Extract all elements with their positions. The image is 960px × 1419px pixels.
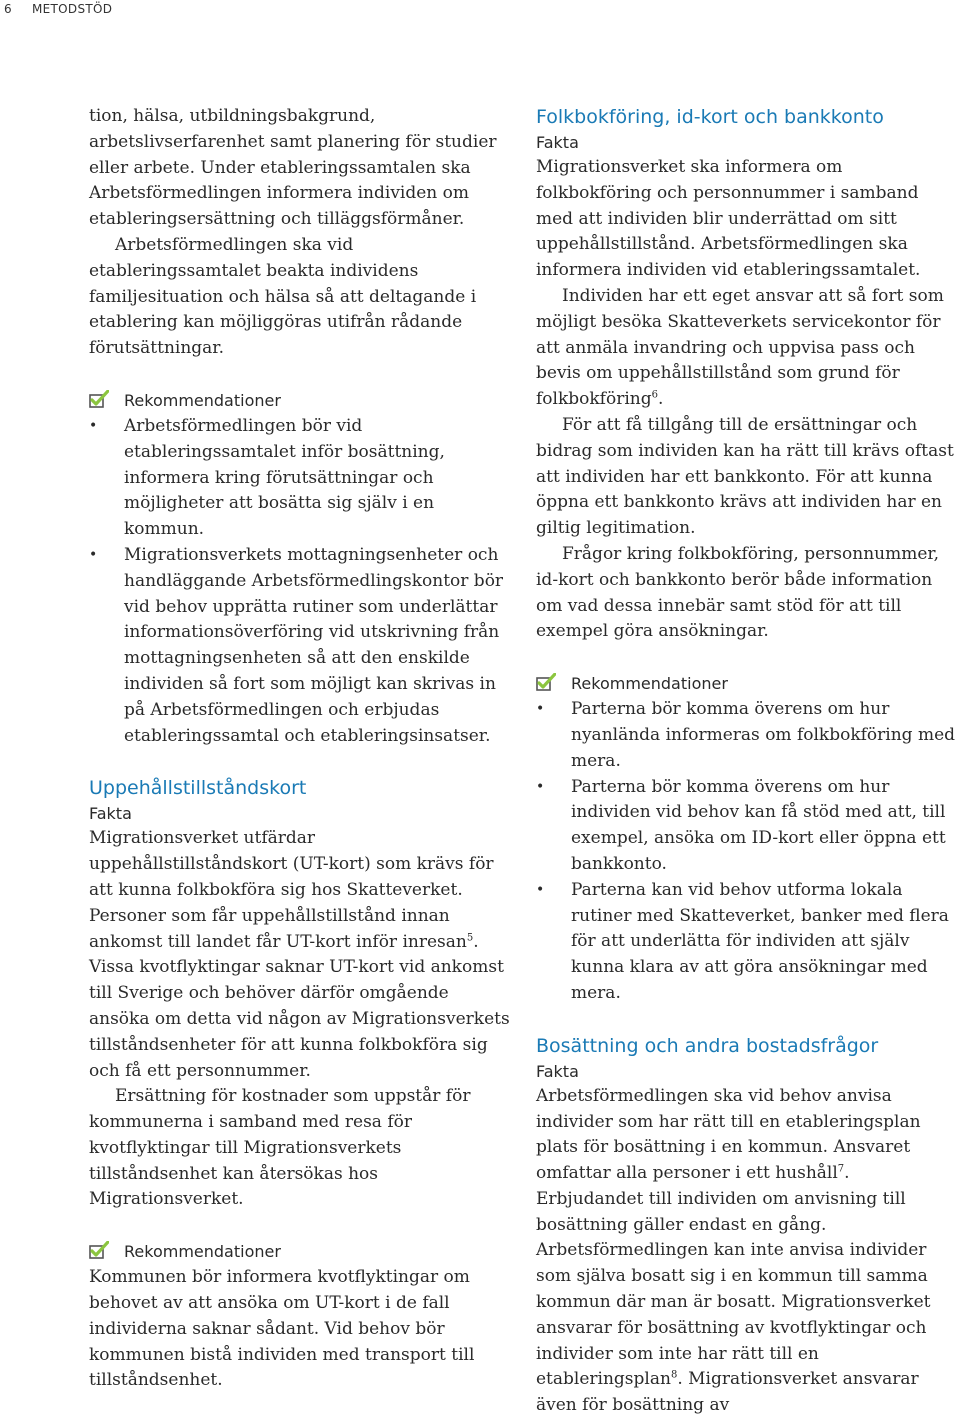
paragraph: Arbetsförmedlingen ska vid behov anvisa individer som har rätt till en etableringsplan plats för bosättning i en kommun. Ansvaret omfattar alla personer i ett hushåll$^7$. Erbjudandet till individen om anvisning till bosättning gäller endast en gång. Arbetsförmedlingen kan inte anvisa individer som själva bosatt sig i en kommun till samma kommun där man är bosatt. Migrationsverket ansvarar för bosättning av kvotflyktingar och individer som inte har rätt till en etableringsplan$^8$. Migrationsverket ansvarar även för bosättning av <box>536 1085 931 1416</box>
paragraph: tion, hälsa, utbildningsbakgrund, arbetslivserfarenhet samt planering för studier eller arbete. Under etableringssamtalen ska Arbetsförmedlingen informera individen om etableringsersättning och tilläggsförmåner. <box>89 106 497 230</box>
list-item: • Migrationsverkets mottagningsenheter och handläggande Arbetsförmedlingskontor bör vid behov upprätta rutiner som underlättar informationsöverföring vid utskrivning från mottagningsenheten så att den enskilde individen så fort som möjligt kan skrivas in på Arbetsförmedlingen och erbjudas etableringssamtal och etableringsinsatser. <box>89 543 511 749</box>
left-column <box>89 104 511 1394</box>
fakta-label: Fakta <box>536 133 579 152</box>
checkbox-check-icon <box>89 1241 109 1259</box>
recommendations-list <box>89 414 511 749</box>
section-heading-folkbokforing: Folkbokföring, id-kort och bankkonto <box>536 106 884 128</box>
checkbox-check-icon <box>536 673 556 691</box>
recommendations-label: Rekommendationer <box>124 1242 281 1262</box>
fakta-label: Fakta <box>89 804 132 824</box>
running-header <box>0 0 960 20</box>
paragraph: Kommunen bör informera kvotflyktingar om behovet av att ansöka om UT-kort i de fall individerna saknar sådant. Vid behov bör kommunen bistå individen med transport till tillståndsenhet. <box>89 1267 475 1391</box>
list-item: • Arbetsförmedlingen bör vid etableringssamtalet inför bosättning, informera kring förutsättningar och möjligheter att bosätta sig själv i en kommun. <box>89 414 511 543</box>
paragraph: För att få tillgång till de ersättningar och bidrag som individen kan ha rätt till krävs oftast att individen har ett bankkonto. För att kunna öppna ett bankkonto krävs att individen har en giltig legitimation. <box>536 414 954 539</box>
paragraph: Individen har ett eget ansvar att så fort som möjligt besöka Skatteverkets servicekontor för att anmäla invandring och uppvisa pass och bevis om uppehållstillstånd som grund för folkbokföring$^6$. <box>536 285 944 410</box>
footnote-ref: 7 <box>837 1163 845 1175</box>
checkbox-check-icon <box>89 390 109 408</box>
paragraph: Migrationsverket utfärdar uppehållstillståndskort (UT-kort) som krävs för att kunna folkbokföra sig hos Skatteverket. Personer som får uppehållstillstånd innan ankomst till landet får UT-kort inför inresan$^5$. Vissa kvotflyktingar saknar UT-kort vid ankomst till Sverige och behöver därför omgående ansöka om detta vid någon av Migrationsverkets tillståndsenheter för att kunna folkbokföra sig och få ett personnummer. <box>89 828 510 1081</box>
recommendations-label: Rekommendationer <box>571 674 728 694</box>
right-column <box>536 104 960 1419</box>
recommendations-list <box>536 697 960 1007</box>
list-item: • Parterna bör komma överens om hur nyanlända informeras om folkbokföring med mera. <box>536 697 960 774</box>
list-item: • Parterna bör komma överens om hur individen vid behov kan få stöd med att, till exempel, ansöka om ID-kort eller öppna ett bankkonto. <box>536 775 960 878</box>
fakta-label: Fakta <box>536 1061 579 1081</box>
recommendations-heading <box>89 1239 511 1265</box>
footnote-ref: 8 <box>670 1369 678 1381</box>
section-title: METODSTÖD <box>32 2 113 16</box>
paragraph: Frågor kring folkbokföring, personnummer, id-kort och bankkonto berör både information om vad dessa innebär samt stöd för att till exempel göra ansökningar. <box>536 543 940 642</box>
footnote-ref: 6 <box>651 389 658 401</box>
recommendations-heading <box>536 671 960 697</box>
paragraph: Arbetsförmedlingen ska vid etableringssamtalet beakta individens familjesituation och hälsa så att deltagande i etablering kan möjliggöras utifrån rådande förutsättningar. <box>89 234 477 359</box>
recommendations-heading <box>89 388 511 414</box>
recommendations-label: Rekommendationer <box>124 390 281 410</box>
paragraph: Ersättning för kostnader som uppstår för kommunerna i samband med resa för kvotflyktingar till Migrationsverkets tillståndsenhet kan återsökas hos Migrationsverket. <box>89 1086 471 1210</box>
paragraph: Migrationsverket ska informera om folkbokföring och personnummer i samband med att individen blir underrättad om sitt uppehållstillstånd. Arbetsförmedlingen ska informera individen vid etableringssamtalet. <box>536 157 921 281</box>
page-number: 6 <box>4 2 12 16</box>
section-heading-bosattning: Bosättning och andra bostadsfrågor <box>536 1034 879 1057</box>
footnote-ref: 5 <box>466 931 474 943</box>
list-item: • Parterna kan vid behov utforma lokala rutiner med Skatteverket, banker med flera för att underlätta för individen att själv kunna klara av att göra ansökningar med mera. <box>536 878 960 1007</box>
section-heading-uppehallstillstandskort: Uppehållstillståndskort <box>89 777 307 800</box>
